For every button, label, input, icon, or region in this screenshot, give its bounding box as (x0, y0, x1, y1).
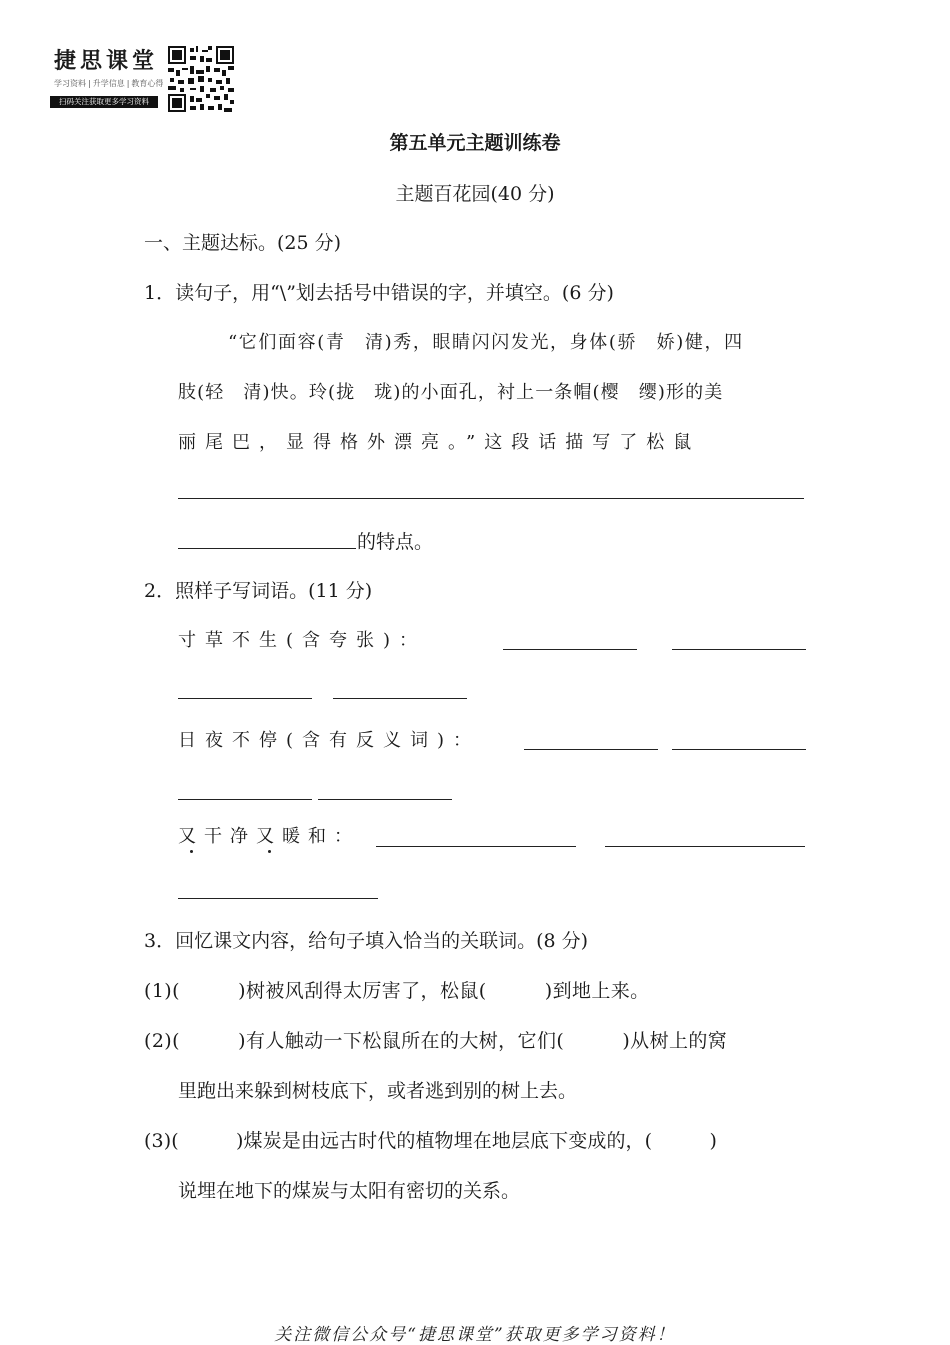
logo-tag: 学习资料 (54, 79, 86, 88)
question-3-item: (3)( )煤炭是由远古时代的植物埋在地层底下变成的，( ) (144, 1130, 717, 1152)
logo-brand: 捷思课堂 (54, 48, 159, 74)
question-3-stem: 3．回忆课文内容，给句子填入恰当的关联词。(8 分) (144, 930, 589, 952)
answer-line[interactable] (178, 498, 804, 499)
example-text: 干净 (204, 826, 256, 847)
answer-line[interactable] (376, 846, 576, 847)
logo-bar: 扫码关注获取更多学习资料 (50, 96, 158, 108)
logo-tags: 学习资料 | 升学信息 | 教育心得 (54, 79, 164, 88)
question-1-tail: 的特点。 (357, 531, 434, 553)
section-heading: 一、主题达标。(25 分) (144, 232, 342, 254)
logo (50, 44, 164, 114)
answer-line[interactable] (178, 898, 378, 899)
dotted-char: 又 (256, 826, 282, 847)
answer-line[interactable] (524, 749, 658, 750)
question-1-line: 肢(轻 清)快。玲(拢 珑)的小面孔，衬上一条帽(樱 缨)形的美 (178, 382, 724, 403)
question-2-example (178, 822, 360, 848)
answer-line[interactable] (178, 548, 356, 549)
example-text: 暖和： (282, 826, 360, 847)
question-3-item: 里跑出来躲到树枝底下，或者逃到别的树上去。 (178, 1080, 578, 1102)
question-3-item: (1)( )树被风刮得太厉害了，松鼠( )到地上来。 (144, 980, 650, 1002)
logo-tag: 教育心得 (131, 79, 164, 88)
dotted-char: 又 (178, 826, 204, 847)
qr-code-icon (168, 46, 234, 112)
page-title: 第五单元主题训练卷 (389, 132, 561, 154)
question-2-example: 寸草不生(含夸张)： (178, 630, 427, 651)
question-2-example: 日夜不停(含有反义词)： (178, 730, 481, 751)
question-1-line: 丽尾巴，显得格外漂亮。”这段话描写了松鼠 (178, 432, 701, 453)
question-2-stem: 2．照样子写词语。(11 分) (144, 580, 373, 602)
footer-note: 关注微信公众号“捷思课堂”获取更多学习资料！ (274, 1325, 676, 1345)
question-3-item: 说埋在地下的煤炭与太阳有密切的关系。 (178, 1180, 521, 1202)
question-1-stem: 1．读句子，用“\”划去括号中错误的字，并填空。(6 分) (144, 282, 614, 304)
logo-tag: 升学信息 (92, 79, 125, 88)
answer-line[interactable] (178, 799, 312, 800)
answer-line[interactable] (672, 749, 806, 750)
page-subtitle: 主题百花园(40 分) (395, 183, 555, 205)
answer-line[interactable] (672, 649, 806, 650)
question-1-line: “它们面容(青 清)秀，眼睛闪闪发光，身体(骄 娇)健，四 (228, 332, 744, 353)
question-3-item: (2)( )有人触动一下松鼠所在的大树，它们( )从树上的窝 (144, 1030, 728, 1052)
answer-line[interactable] (178, 698, 312, 699)
answer-line[interactable] (333, 698, 467, 699)
answer-line[interactable] (503, 649, 637, 650)
answer-line[interactable] (605, 846, 805, 847)
answer-line[interactable] (318, 799, 452, 800)
